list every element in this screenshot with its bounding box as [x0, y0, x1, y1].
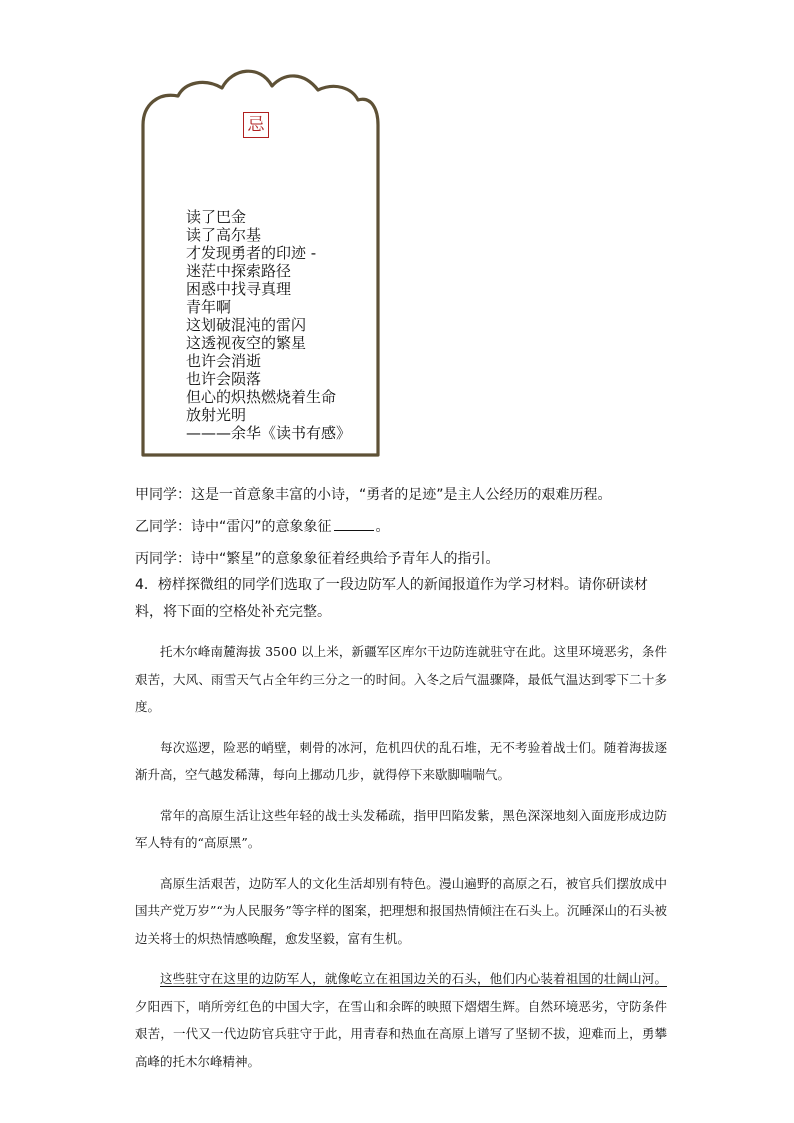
poem-line: 也许会消逝	[186, 352, 262, 370]
student-yi-comment	[135, 516, 390, 536]
poem-line: 读了巴金	[186, 208, 247, 226]
article-paragraph: 常年的高原生活让这些年轻的战士头发稀疏，指甲凹陷发紫，黑色深深地刻入面庞形成边防军人特有的“高原黑”。	[135, 807, 667, 850]
answer-blank[interactable]	[334, 518, 374, 531]
article-paragraph-rest: 夕阳西下，哨所旁红色的中国大字，在雪山和余晖的映照下熠熠生辉。自然环境恶劣，守防条件艰苦，一代又一代边防官兵驻守于此，用青春和热血在高原上谱写了坚韧不拔，迎难而上，勇攀高峰的托木尔峰精神。	[135, 998, 667, 1069]
student-bing-comment: 丙同学：诗中“繁星”的意象象征着经典给予青年人的指引。	[135, 551, 500, 567]
poem-line: 但心的炽热燃烧着生命	[186, 388, 337, 406]
underlined-sentence: 这些驻守在这里的边防军人，就像屹立在祖国边关的石头，他们内心装着祖国的壮阔山河。	[160, 971, 667, 986]
poem-line: 青年啊	[186, 298, 232, 316]
question-4: 4．榜样探微组的同学们选取了一段边防军人的新闻报道作为学习材料。请你研读材料，将下面的空格处补充完整。	[135, 577, 648, 620]
poem-line: 放射光明	[186, 406, 247, 424]
article-paragraph: 托木尔峰南麓海拔 3500 以上米，新疆军区库尔干边防连就驻守在此。这里环境恶劣，条件艰苦，大风、雨雪天气占全年约三分之一的时间。入冬之后气温骤降，最低气温达到零下二十多度。	[135, 644, 667, 714]
news-article	[135, 638, 667, 1088]
student-yi-end: 。	[375, 519, 390, 535]
poem-attribution: ———余华《读书有感》	[186, 424, 352, 442]
student-yi-text: 乙同学：诗中“雷闪”的意象象征	[135, 519, 332, 535]
bookmark-frame	[0, 0, 794, 470]
poem-line: 也许会陨落	[186, 370, 262, 388]
article-paragraph	[135, 965, 667, 1075]
poem-line: 这划破混沌的雷闪	[186, 316, 307, 334]
poem-line: 困惑中找寻真理	[186, 280, 292, 298]
poem-line: 迷茫中探索路径	[186, 262, 292, 280]
article-paragraph: 每次巡逻，险恶的峭壁，刺骨的冰河，危机四伏的乱石堆，无不考验着战士们。随着海拔逐渐升高，空气越发稀薄，每向上挪动几步，就得停下来歇脚喘喘气。	[135, 739, 667, 782]
poem	[186, 208, 376, 442]
poem-line: 读了高尔基	[186, 226, 262, 244]
seal-char: 忌	[247, 114, 265, 135]
seal-stamp	[243, 112, 269, 138]
student-jia-comment: 甲同学：这是一首意象丰富的小诗，“勇者的足迹”是主人公经历的艰难历程。	[135, 487, 612, 503]
poem-line: 这透视夜空的繁星	[186, 334, 307, 352]
poem-line: 才发现勇者的印迹 -	[186, 244, 317, 262]
article-paragraph: 高原生活艰苦，边防军人的文化生活却别有特色。漫山遍野的高原之石，被官兵们摆放成中国共产党万岁”“为人民服务”等字样的图案，把理想和报国热情倾注在石头上。沉睡深山的石头被边关将士的炽热情感唤醒，愈发坚毅，富有生机。	[135, 875, 667, 946]
